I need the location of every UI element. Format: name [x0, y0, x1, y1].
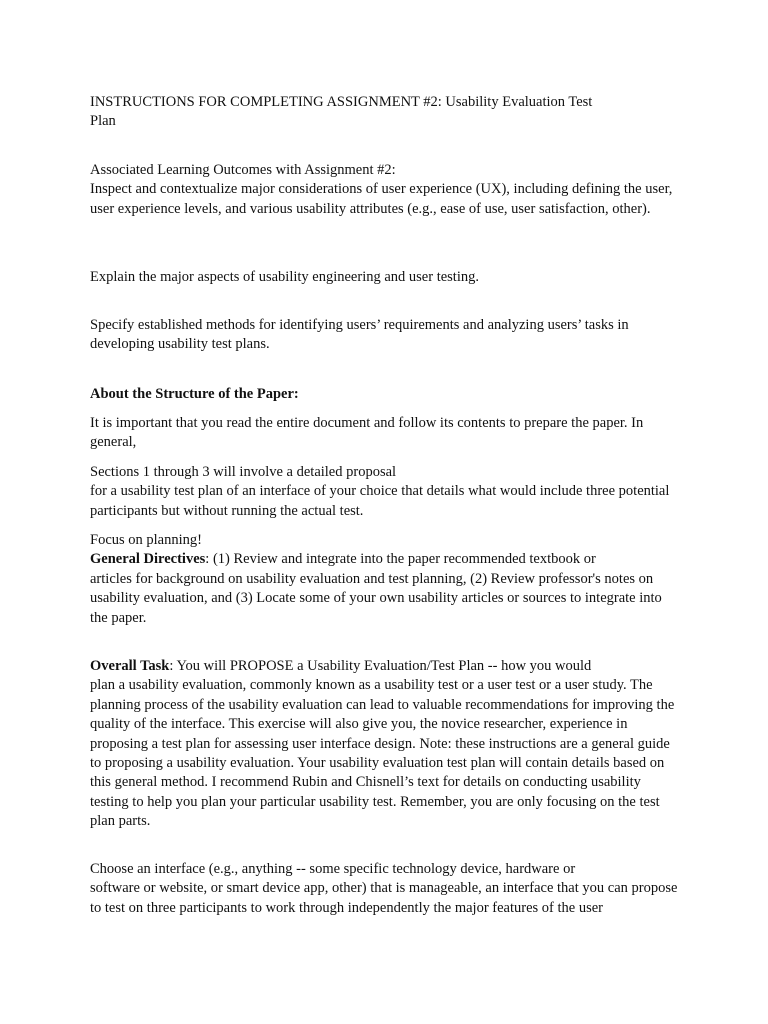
overall-task [90, 657, 680, 832]
learning-outcomes [90, 161, 680, 219]
structure-sections [90, 463, 680, 521]
structure-heading: About the Structure of the Paper: [90, 386, 299, 402]
structure-intro: It is important that you read the entire document and follow its contents to prepare the paper. In general, [90, 415, 644, 451]
focus-on-planning: Focus on planning! [90, 532, 202, 548]
choose-rest: software or website, or smart device app, other) that is manageable, an interface that you can propose to test on three participants to work through independently the major features of the user [90, 880, 678, 916]
outcome-item-3: Specify established methods for identifying users’ requirements and analyzing users’ tasks in developing usability test plans. [90, 317, 629, 353]
overall-rest: plan a usability evaluation, commonly known as a usability test or a user test or a user study. The planning process of the usability evaluation can lead to valuable recommendations for improving the quality of the interface. This exercise will also give you, the novice researcher, experience in proposing a test plan for assessing user interface design. Note: these instructions are a general guide to proposing a usability evaluation. Your usability evaluation test plan will contain details based on this general method. I recommend Rubin and Chisnell’s text for details on conducting usability testing to help you plan your particular usability test. Remember, you are only focusing on the test plan parts. [90, 677, 675, 830]
outcome-item-2: Explain the major aspects of usability engineering and user testing. [90, 269, 479, 285]
overall-first-line [90, 657, 680, 676]
directives-first-text: : (1) Review and integrate into the paper recommended textbook or [205, 551, 596, 568]
document-title [90, 93, 680, 132]
directives-rest: articles for background on usability evaluation and test planning, (2) Review professor's notes on usability evaluation, and (3) Locate some of your own usability articles or sources to integrate into the paper. [90, 570, 662, 626]
directives-label: General Directives [90, 551, 206, 568]
overall-first-text: : You will PROPOSE a Usability Evaluation/Test Plan -- how you would [169, 658, 592, 674]
general-directives [90, 531, 680, 628]
outcomes-heading: Associated Learning Outcomes with Assignment #2: [90, 162, 396, 178]
directives-first-line [90, 550, 680, 569]
overall-label: Overall Task [90, 658, 170, 674]
title-line-1: INSTRUCTIONS FOR COMPLETING ASSIGNMENT #2: Usability Evaluation Test [90, 94, 593, 110]
choose-first-line: Choose an interface (e.g., anything -- some specific technology device, hardware or [90, 861, 576, 877]
outcome-item-1: Inspect and contextualize major considerations of user experience (UX), including defining the user, user experience levels, and various usability attributes (e.g., ease of use, user satisfaction, other). [90, 181, 673, 217]
sections-line-1: Sections 1 through 3 will involve a detailed proposal [90, 464, 397, 480]
choose-interface [90, 860, 680, 920]
title-line-2: Plan [90, 113, 116, 130]
sections-rest: for a usability test plan of an interface of your choice that details what would include three potential participants but without running the actual test. [90, 483, 670, 519]
